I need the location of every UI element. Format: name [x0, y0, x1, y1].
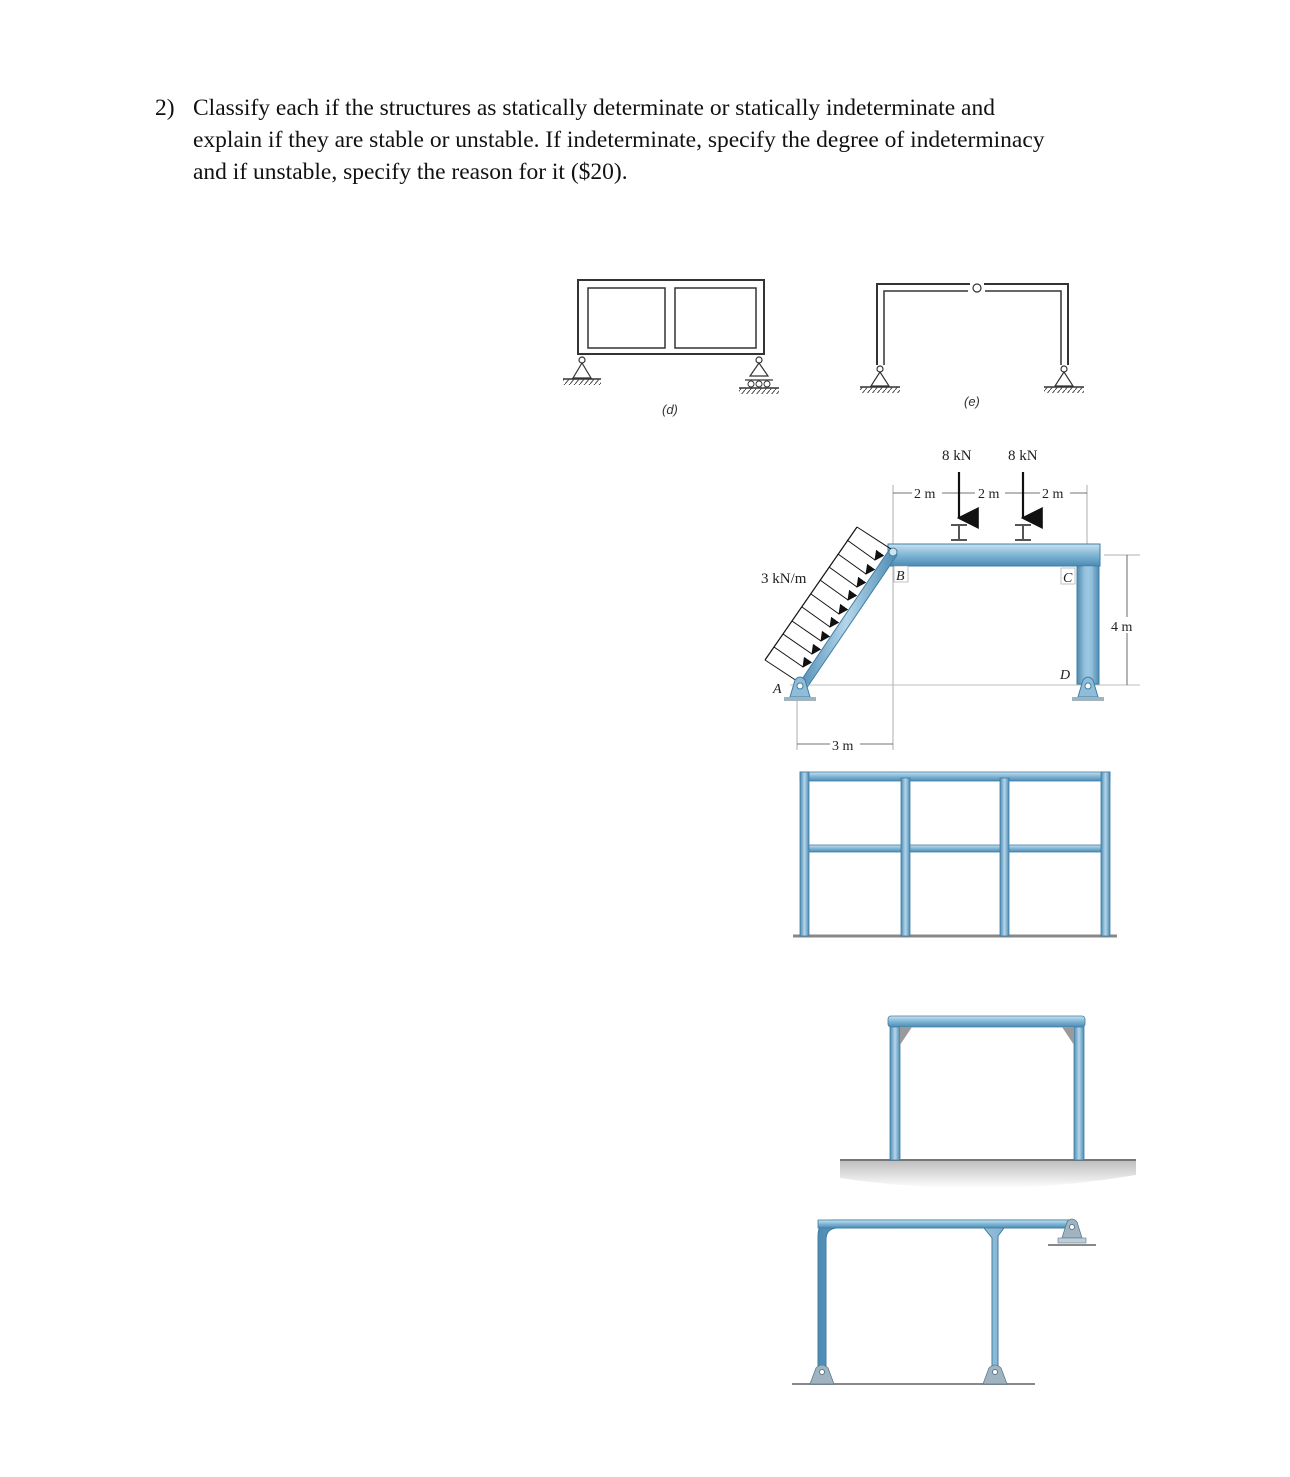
- figure-d: [563, 280, 779, 417]
- distributed-load-label: 3 kN/m: [761, 571, 807, 587]
- overhang-left-pin: [810, 1365, 834, 1384]
- question-line-1: Classify each if the structures as statically determinate or statically indeterminate and: [193, 95, 995, 121]
- span-label-1: 2 m: [914, 487, 936, 502]
- loaded-frame-figure: [761, 448, 1141, 754]
- distributed-load: [765, 527, 891, 683]
- question-line-2: explain if they are stable or unstable. If indeterminate, specify the degree of indeterminacy: [193, 127, 1045, 153]
- portal-frame: [840, 1016, 1136, 1188]
- frame-e-left: [877, 284, 970, 365]
- frame-e-right: [984, 284, 1068, 365]
- pin-support-e-left: [860, 366, 900, 393]
- span-label-3: 2 m: [1042, 487, 1064, 502]
- question-line-3: and if unstable, specify the reason for it ($20).: [193, 159, 628, 185]
- load-label-2: 8 kN: [1008, 448, 1038, 464]
- member-ab: [796, 550, 897, 692]
- pin-support-e-right: [1044, 366, 1084, 393]
- overhang-middle-pin: [983, 1365, 1007, 1384]
- span-label-2: 2 m: [978, 487, 1000, 502]
- label-d: D: [1060, 668, 1071, 683]
- caption-e: (e): [964, 394, 980, 409]
- caption-d: (d): [662, 402, 678, 417]
- question-number: 2): [155, 95, 175, 121]
- multi-bay-frame: [793, 772, 1117, 936]
- frame-d-outer: [578, 280, 764, 354]
- load-label-1: 8 kN: [942, 448, 972, 464]
- label-c: C: [1063, 571, 1073, 586]
- frame-d-panel-right: [675, 288, 756, 348]
- overhang-frame: [792, 1219, 1096, 1384]
- figure-e: [860, 284, 1084, 409]
- height-label: 4 m: [1111, 620, 1133, 635]
- roller-support-d-right: [739, 357, 779, 394]
- frame-d-panel-left: [588, 288, 665, 348]
- internal-hinge-e: [973, 284, 981, 292]
- pin-support-d-left: [563, 357, 601, 385]
- label-b: B: [896, 569, 905, 584]
- base-label: 3 m: [832, 739, 854, 754]
- label-a: A: [773, 682, 782, 697]
- beam-bc: [888, 544, 1100, 566]
